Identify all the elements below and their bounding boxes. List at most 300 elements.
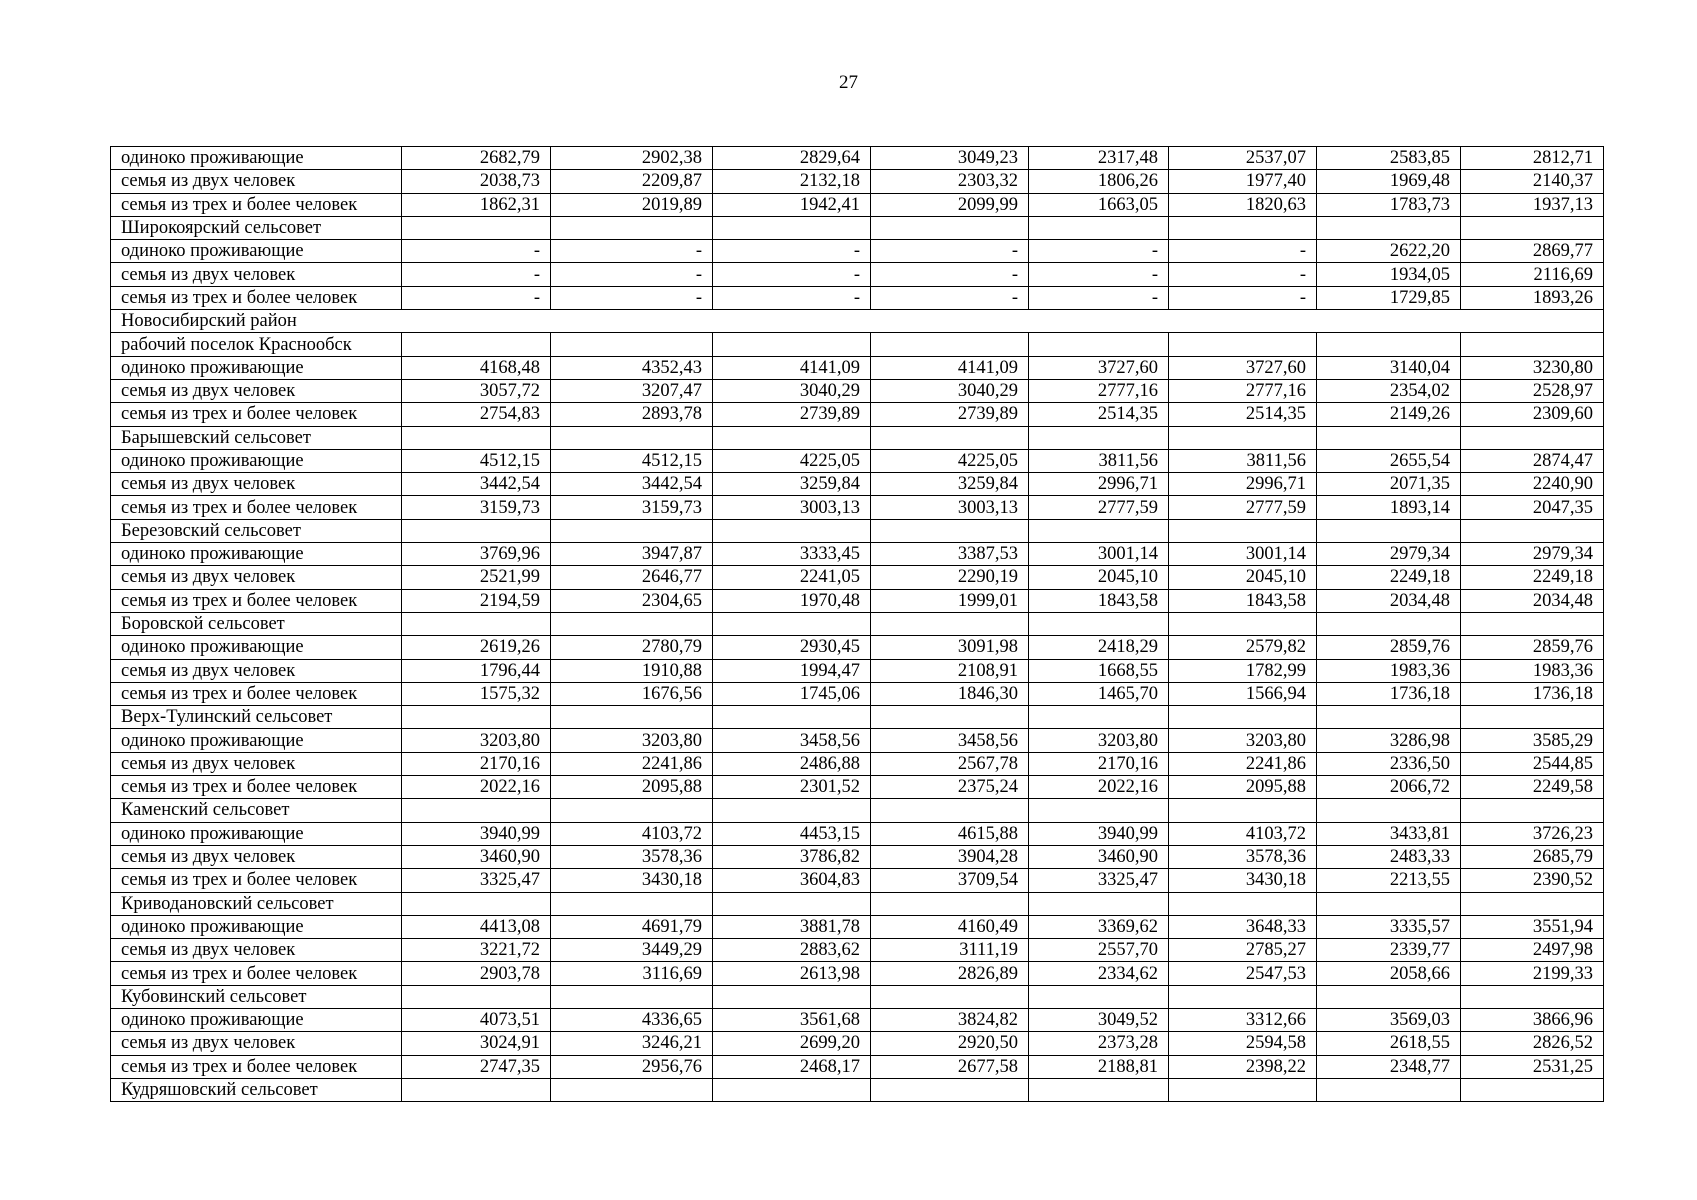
table-cell: 3430,18 <box>1169 869 1317 892</box>
table-cell: 3335,57 <box>1317 915 1461 938</box>
row-label: одиноко проживающие <box>111 449 402 472</box>
table-cell <box>1317 612 1461 635</box>
table-cell: - <box>871 286 1029 309</box>
table-cell: 3001,14 <box>1169 543 1317 566</box>
table-cell: 4103,72 <box>551 822 713 845</box>
table-row <box>111 985 1604 1008</box>
table-cell: 2893,78 <box>551 403 713 426</box>
table-cell: 2583,85 <box>1317 147 1461 170</box>
table-cell: 2132,18 <box>713 170 871 193</box>
table-cell: 2116,69 <box>1461 263 1604 286</box>
table-cell <box>871 706 1029 729</box>
table-row <box>111 729 1604 752</box>
table-cell <box>713 426 871 449</box>
table-cell <box>402 799 551 822</box>
table-cell: 3203,80 <box>402 729 551 752</box>
table-cell <box>1169 612 1317 635</box>
table-cell <box>871 426 1029 449</box>
row-label: Боровской сельсовет <box>111 612 402 635</box>
row-label: семья из двух человек <box>111 473 402 496</box>
table-row <box>111 822 1604 845</box>
table-cell: 1729,85 <box>1317 286 1461 309</box>
table-cell: 2514,35 <box>1169 403 1317 426</box>
table-cell: 3578,36 <box>551 845 713 868</box>
table-cell <box>551 519 713 542</box>
table-cell: 2022,16 <box>402 776 551 799</box>
table-cell: 3449,29 <box>551 939 713 962</box>
table-cell: 3024,91 <box>402 1032 551 1055</box>
table-cell: 2521,99 <box>402 566 551 589</box>
table-cell <box>1461 333 1604 356</box>
table-cell: 2241,05 <box>713 566 871 589</box>
table-cell <box>402 892 551 915</box>
table-cell <box>871 892 1029 915</box>
table-row <box>111 426 1604 449</box>
table-cell: 4512,15 <box>402 449 551 472</box>
table-cell: 2920,50 <box>871 1032 1029 1055</box>
table-cell: 3057,72 <box>402 379 551 402</box>
table-cell: 3727,60 <box>1029 356 1169 379</box>
table-cell: 2812,71 <box>1461 147 1604 170</box>
table-cell: 1783,73 <box>1317 193 1461 216</box>
table-cell: 4225,05 <box>713 449 871 472</box>
table-cell: 2902,38 <box>551 147 713 170</box>
table-row <box>111 310 1604 333</box>
table-cell <box>1169 1078 1317 1101</box>
table-cell: 3207,47 <box>551 379 713 402</box>
table-cell: 3604,83 <box>713 869 871 892</box>
table-cell: - <box>871 240 1029 263</box>
table-row <box>111 286 1604 309</box>
table-row <box>111 636 1604 659</box>
table-cell: 2874,47 <box>1461 449 1604 472</box>
table-row <box>111 589 1604 612</box>
row-label: семья из трех и более человек <box>111 682 402 705</box>
table-cell: 2066,72 <box>1317 776 1461 799</box>
table-cell <box>1169 892 1317 915</box>
table-cell: 2354,02 <box>1317 379 1461 402</box>
table-cell: 2537,07 <box>1169 147 1317 170</box>
table-cell: 4691,79 <box>551 915 713 938</box>
table-cell: - <box>1169 240 1317 263</box>
table-cell <box>1461 216 1604 239</box>
table-cell: 3569,03 <box>1317 1008 1461 1031</box>
table-cell: 2677,58 <box>871 1055 1029 1078</box>
table-cell <box>1317 216 1461 239</box>
table-cell: 1782,99 <box>1169 659 1317 682</box>
row-label: Кудряшовский сельсовет <box>111 1078 402 1101</box>
table-cell: 2699,20 <box>713 1032 871 1055</box>
table-cell: 2739,89 <box>871 403 1029 426</box>
table-cell: 3203,80 <box>1169 729 1317 752</box>
table-cell: 2780,79 <box>551 636 713 659</box>
table-cell <box>1169 333 1317 356</box>
table-cell: 2149,26 <box>1317 403 1461 426</box>
table-cell: - <box>551 286 713 309</box>
table-row <box>111 1055 1604 1078</box>
table-cell: 2099,99 <box>871 193 1029 216</box>
row-label: Кубовинский сельсовет <box>111 985 402 1008</box>
table-cell: 3460,90 <box>402 845 551 868</box>
table-cell: 3811,56 <box>1029 449 1169 472</box>
table-row <box>111 1032 1604 1055</box>
table-cell: 2241,86 <box>551 752 713 775</box>
table-cell: 3460,90 <box>1029 845 1169 868</box>
table-cell <box>1029 1078 1169 1101</box>
table-cell: 3430,18 <box>551 869 713 892</box>
table-cell: 2468,17 <box>713 1055 871 1078</box>
table-cell: 2241,86 <box>1169 752 1317 775</box>
table-cell: - <box>1029 240 1169 263</box>
table-cell: 2058,66 <box>1317 962 1461 985</box>
table-cell: 2618,55 <box>1317 1032 1461 1055</box>
row-label: одиноко проживающие <box>111 636 402 659</box>
table-cell: 2095,88 <box>551 776 713 799</box>
table-cell: 3246,21 <box>551 1032 713 1055</box>
table-cell <box>551 333 713 356</box>
table-cell: 2373,28 <box>1029 1032 1169 1055</box>
table-cell <box>402 1078 551 1101</box>
table-cell: 2883,62 <box>713 939 871 962</box>
table-cell: 4615,88 <box>871 822 1029 845</box>
table-cell: 2594,58 <box>1169 1032 1317 1055</box>
table-cell <box>1461 706 1604 729</box>
table-cell: 1977,40 <box>1169 170 1317 193</box>
table-cell: 3387,53 <box>871 543 1029 566</box>
table-cell: 2996,71 <box>1169 473 1317 496</box>
table-cell: 4352,43 <box>551 356 713 379</box>
table-cell <box>1461 612 1604 635</box>
table-cell: 3866,96 <box>1461 1008 1604 1031</box>
table-cell <box>871 799 1029 822</box>
table-row <box>111 799 1604 822</box>
table-row <box>111 776 1604 799</box>
table-cell <box>1317 892 1461 915</box>
table-cell: 4225,05 <box>871 449 1029 472</box>
table-cell: 2859,76 <box>1317 636 1461 659</box>
table-cell: 1893,26 <box>1461 286 1604 309</box>
table-cell: 1796,44 <box>402 659 551 682</box>
table-row <box>111 659 1604 682</box>
table-cell: 2170,16 <box>402 752 551 775</box>
table-cell: 2304,65 <box>551 589 713 612</box>
table-cell: 2199,33 <box>1461 962 1604 985</box>
table-cell: 1862,31 <box>402 193 551 216</box>
table-cell: 1910,88 <box>551 659 713 682</box>
table-cell: 1942,41 <box>713 193 871 216</box>
table-cell: 2290,19 <box>871 566 1029 589</box>
table-row <box>111 379 1604 402</box>
table-cell: 3203,80 <box>551 729 713 752</box>
table-cell <box>402 985 551 1008</box>
table-cell: 2547,53 <box>1169 962 1317 985</box>
table-cell: 3709,54 <box>871 869 1029 892</box>
table-cell: 1575,32 <box>402 682 551 705</box>
table-cell: 2785,27 <box>1169 939 1317 962</box>
table-cell <box>713 1078 871 1101</box>
table-row <box>111 706 1604 729</box>
table-cell: 1937,13 <box>1461 193 1604 216</box>
table-cell: 1983,36 <box>1317 659 1461 682</box>
table-cell: 2095,88 <box>1169 776 1317 799</box>
row-label: семья из двух человек <box>111 659 402 682</box>
row-label: семья из двух человек <box>111 170 402 193</box>
row-label: одиноко проживающие <box>111 356 402 379</box>
table-cell: 2567,78 <box>871 752 1029 775</box>
table-cell: - <box>402 286 551 309</box>
table-cell: 2622,20 <box>1317 240 1461 263</box>
table-row <box>111 147 1604 170</box>
row-label: семья из трех и более человек <box>111 403 402 426</box>
table-cell <box>1461 892 1604 915</box>
table-cell <box>1029 706 1169 729</box>
table-cell: 3881,78 <box>713 915 871 938</box>
table-cell: 2826,89 <box>871 962 1029 985</box>
table-cell: 2930,45 <box>713 636 871 659</box>
table-cell: 1668,55 <box>1029 659 1169 682</box>
table-row <box>111 1008 1604 1031</box>
table-cell: 2682,79 <box>402 147 551 170</box>
table-cell: 2754,83 <box>402 403 551 426</box>
table-cell: - <box>713 286 871 309</box>
table-cell: 2829,64 <box>713 147 871 170</box>
table-cell: 3940,99 <box>1029 822 1169 845</box>
table-cell <box>713 519 871 542</box>
row-label: Березовский сельсовет <box>111 519 402 542</box>
row-label: одиноко проживающие <box>111 240 402 263</box>
row-label: семья из двух человек <box>111 379 402 402</box>
row-label: Широкоярский сельсовет <box>111 216 402 239</box>
table-cell <box>1029 216 1169 239</box>
table-row <box>111 473 1604 496</box>
table-cell: 2034,48 <box>1317 589 1461 612</box>
table-cell: - <box>551 263 713 286</box>
table-cell: 4453,15 <box>713 822 871 845</box>
table-row <box>111 170 1604 193</box>
table-cell <box>1029 426 1169 449</box>
table-row <box>111 263 1604 286</box>
table-cell <box>871 216 1029 239</box>
row-label: семья из двух человек <box>111 566 402 589</box>
table-cell <box>713 892 871 915</box>
row-label: семья из трех и более человек <box>111 589 402 612</box>
table-cell: 3091,98 <box>871 636 1029 659</box>
table-cell <box>551 426 713 449</box>
table-cell: 2777,16 <box>1029 379 1169 402</box>
row-label: Каменский сельсовет <box>111 799 402 822</box>
table-cell <box>1169 519 1317 542</box>
table-row <box>111 519 1604 542</box>
table-row <box>111 869 1604 892</box>
table-cell: 2034,48 <box>1461 589 1604 612</box>
table-cell: 2249,18 <box>1317 566 1461 589</box>
table-cell <box>1461 519 1604 542</box>
table-cell: 3049,23 <box>871 147 1029 170</box>
table-cell: 3203,80 <box>1029 729 1169 752</box>
table-cell: 2213,55 <box>1317 869 1461 892</box>
table-cell: - <box>1029 263 1169 286</box>
table-cell <box>402 426 551 449</box>
table-cell: 2859,76 <box>1461 636 1604 659</box>
table-cell <box>1317 519 1461 542</box>
table-row <box>111 193 1604 216</box>
table-cell: 1843,58 <box>1029 589 1169 612</box>
table-cell: 1843,58 <box>1169 589 1317 612</box>
table-cell: 2188,81 <box>1029 1055 1169 1078</box>
table-cell: 2336,50 <box>1317 752 1461 775</box>
table-cell: - <box>1029 286 1169 309</box>
table-cell: 4512,15 <box>551 449 713 472</box>
table-cell: 3259,84 <box>871 473 1029 496</box>
table-cell: 4413,08 <box>402 915 551 938</box>
table-cell: 2038,73 <box>402 170 551 193</box>
table-row <box>111 566 1604 589</box>
table-cell <box>1169 985 1317 1008</box>
table-cell: 2398,22 <box>1169 1055 1317 1078</box>
table-row <box>111 962 1604 985</box>
table-row <box>111 403 1604 426</box>
table-cell: 2194,59 <box>402 589 551 612</box>
table-cell: 4073,51 <box>402 1008 551 1031</box>
table-cell: 3769,96 <box>402 543 551 566</box>
table-cell: 1820,63 <box>1169 193 1317 216</box>
table-cell: 2613,98 <box>713 962 871 985</box>
table-cell: 2531,25 <box>1461 1055 1604 1078</box>
table-cell <box>551 706 713 729</box>
row-label: Верх-Тулинский сельсовет <box>111 706 402 729</box>
table-row <box>111 333 1604 356</box>
table-row <box>111 449 1604 472</box>
table-cell: 1969,48 <box>1317 170 1461 193</box>
table-cell: 4103,72 <box>1169 822 1317 845</box>
table-cell: 3040,29 <box>713 379 871 402</box>
table-cell: 3230,80 <box>1461 356 1604 379</box>
table-cell: 3116,69 <box>551 962 713 985</box>
table-cell: 2777,16 <box>1169 379 1317 402</box>
table-cell: 3585,29 <box>1461 729 1604 752</box>
table-row <box>111 543 1604 566</box>
table-cell: 1745,06 <box>713 682 871 705</box>
table-cell <box>1029 333 1169 356</box>
row-label: семья из трех и более человек <box>111 496 402 519</box>
table-cell: 2170,16 <box>1029 752 1169 775</box>
table-cell: 2022,16 <box>1029 776 1169 799</box>
row-label: одиноко проживающие <box>111 147 402 170</box>
table-cell: 2249,18 <box>1461 566 1604 589</box>
table-cell: 3259,84 <box>713 473 871 496</box>
table-cell: 3442,54 <box>402 473 551 496</box>
table-cell: 2996,71 <box>1029 473 1169 496</box>
table-cell: 3159,73 <box>402 496 551 519</box>
table-cell: 2544,85 <box>1461 752 1604 775</box>
table-cell: 2071,35 <box>1317 473 1461 496</box>
table-cell <box>402 612 551 635</box>
table-row <box>111 892 1604 915</box>
page-number: 27 <box>839 72 858 93</box>
table-cell: 1999,01 <box>871 589 1029 612</box>
table-cell: 1846,30 <box>871 682 1029 705</box>
table-cell: 2685,79 <box>1461 845 1604 868</box>
row-label: семья из трех и более человек <box>111 193 402 216</box>
table-cell: 3003,13 <box>871 496 1029 519</box>
table-cell: 2903,78 <box>402 962 551 985</box>
table-cell <box>871 1078 1029 1101</box>
table-cell <box>1169 216 1317 239</box>
table-row <box>111 939 1604 962</box>
table-cell <box>713 216 871 239</box>
row-label: одиноко проживающие <box>111 915 402 938</box>
table-cell <box>871 333 1029 356</box>
table-row <box>111 496 1604 519</box>
table-cell: 2390,52 <box>1461 869 1604 892</box>
table-row <box>111 240 1604 263</box>
table-cell <box>871 985 1029 1008</box>
table-cell <box>551 1078 713 1101</box>
table-cell: 1736,18 <box>1317 682 1461 705</box>
table-cell <box>713 799 871 822</box>
table-cell <box>1029 799 1169 822</box>
row-label: семья из трех и более человек <box>111 286 402 309</box>
table-cell: 4141,09 <box>871 356 1029 379</box>
table-cell: 2317,48 <box>1029 147 1169 170</box>
table-cell <box>1169 706 1317 729</box>
row-label: семья из двух человек <box>111 263 402 286</box>
table-cell <box>1029 892 1169 915</box>
table-cell: 2418,29 <box>1029 636 1169 659</box>
table-cell: - <box>551 240 713 263</box>
table-cell <box>871 519 1029 542</box>
table-cell: 3947,87 <box>551 543 713 566</box>
table-cell <box>1461 426 1604 449</box>
table-cell: 3001,14 <box>1029 543 1169 566</box>
table-cell: 3140,04 <box>1317 356 1461 379</box>
table-cell <box>1317 706 1461 729</box>
table-cell: 2497,98 <box>1461 939 1604 962</box>
table-cell: 3433,81 <box>1317 822 1461 845</box>
table-cell <box>551 612 713 635</box>
row-label: одиноко проживающие <box>111 822 402 845</box>
table-cell: 3726,23 <box>1461 822 1604 845</box>
row-label: семья из трех и более человек <box>111 869 402 892</box>
table-cell: 4141,09 <box>713 356 871 379</box>
row-label: семья из трех и более человек <box>111 962 402 985</box>
row-label: одиноко проживающие <box>111 1008 402 1031</box>
table-cell: 2045,10 <box>1029 566 1169 589</box>
table-cell: 2528,97 <box>1461 379 1604 402</box>
row-label: Барышевский сельсовет <box>111 426 402 449</box>
table-cell <box>402 216 551 239</box>
table-cell: 3003,13 <box>713 496 871 519</box>
table-cell <box>551 892 713 915</box>
table-cell: 2375,24 <box>871 776 1029 799</box>
table-cell: 3333,45 <box>713 543 871 566</box>
table-cell: 1934,05 <box>1317 263 1461 286</box>
row-label: семья из двух человек <box>111 845 402 868</box>
row-label: Криводановский сельсовет <box>111 892 402 915</box>
table-cell <box>1317 1078 1461 1101</box>
table-cell: 3325,47 <box>402 869 551 892</box>
table-cell: 2486,88 <box>713 752 871 775</box>
table-cell: 1465,70 <box>1029 682 1169 705</box>
row-label: семья из двух человек <box>111 939 402 962</box>
table-cell: 3325,47 <box>1029 869 1169 892</box>
table-cell <box>1317 333 1461 356</box>
table-cell: 1736,18 <box>1461 682 1604 705</box>
table-row <box>111 1078 1604 1101</box>
row-label: семья из двух человек <box>111 1032 402 1055</box>
table-cell: - <box>713 263 871 286</box>
table-row <box>111 356 1604 379</box>
